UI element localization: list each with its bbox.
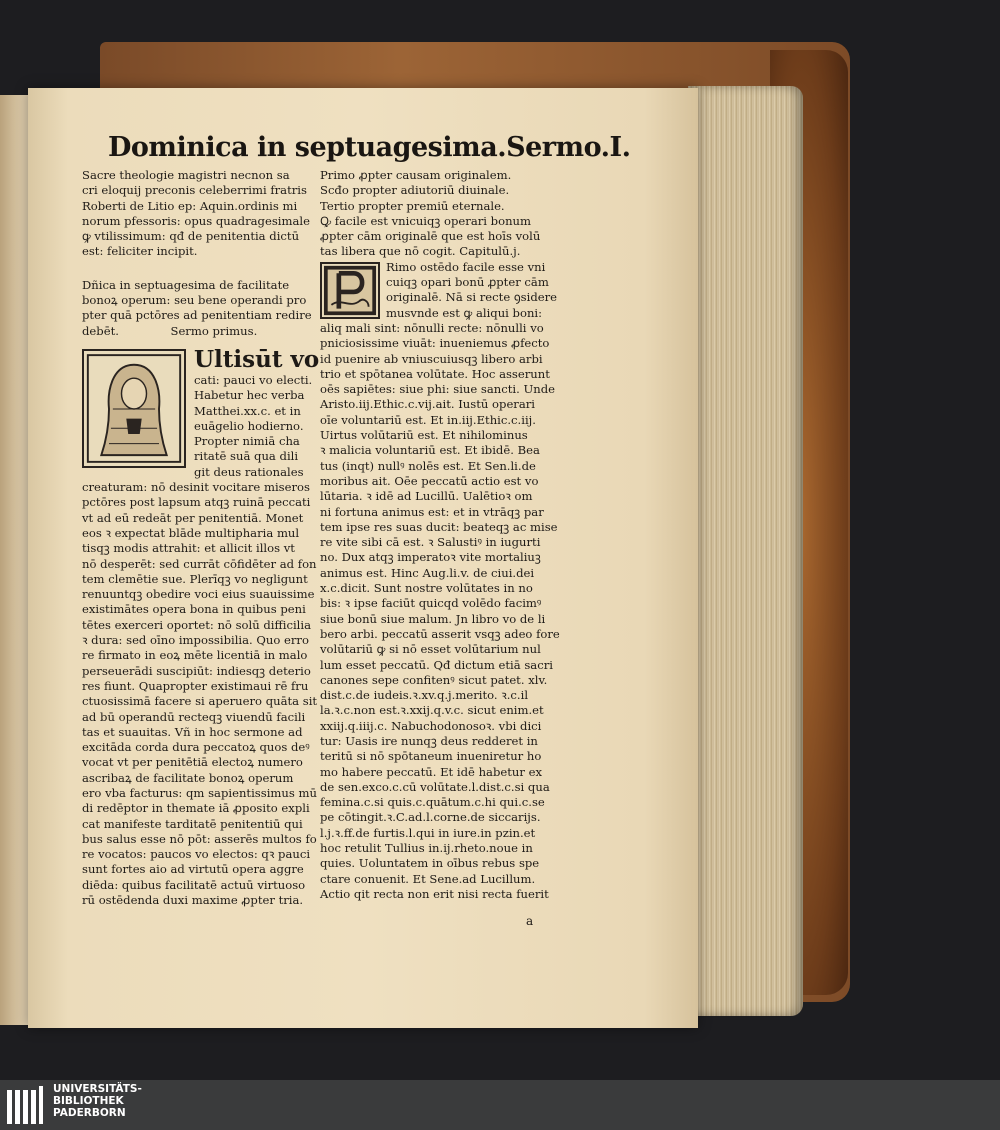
text-line: quies. Uoluntatem in oībus rebus spe [320,856,540,871]
text-line: tētes exerceri oportet: nō solū difficilia [82,617,311,632]
woodcut-letter-p-icon [322,264,378,317]
text-line: vocat vt per penitētiā electoꝝ numero [82,755,303,770]
woodcut-initial-p [320,262,380,319]
text-line: siue bonū siue malum. Jn libro vo de li [320,611,546,626]
text-line: l.j.ꝛ.ff.de furtis.l.qui in iure.in pzin.et [320,825,536,840]
text-line: lum esset peccatū. Qđ dictum etiā sacri [320,657,553,672]
text-line: debēt. Sermo primus. [82,323,258,338]
text-line: tur: Uasis ire nunqꝫ deus redderet in [320,733,538,748]
text-line: xxiij.q.iiij.c. Nabuchodonosoꝛ. vbi dici [320,718,542,733]
woodcut-initial-portrait [82,349,186,468]
text-line: oīe voluntariū est. Et in.iij.Ethic.c.iij. [320,412,536,427]
text-line: de sen.exco.c.cū volūtate.l.dist.c.si qua [320,779,550,794]
text-line: cati: pauci vo electi. [194,372,313,387]
text-line: Sacre theologie magistri necnon sa [82,168,290,182]
text-line: bero arbi. peccatū asserit vsqꝫ adeo fore [320,626,560,641]
text-line: pctōres post lapsum atqꝫ ruinā peccati [82,495,311,510]
right-body-lines [320,321,578,902]
library-logo-icon [7,1086,45,1124]
text-line: sunt fortes aio ad virtutū opera aggre [82,862,304,877]
text-line: ꝙ vtilissimum: qđ de penitentia dictū [82,229,300,244]
text-line: Propter nimiā cha [194,434,300,449]
text-line: tas libera que nō cogit. Capitulū.j. [320,244,521,259]
text-line: oēs sapiētes: siue phi: siue sancti. Unde [320,382,555,397]
text-line: canones sepe confitenꝰ sicut patet. xlv. [320,672,548,687]
text-line: est: feliciter incipit. [82,244,198,259]
text-line: nō desperēt: sed currāt cōfidēter ad fon [82,556,317,571]
text-line: tas et suauitas. Vñ in hoc sermone ad [82,724,303,739]
text-line: ni fortuna animus est: et in vtrāqꝫ par [320,504,544,519]
text-line: vt ad eū redeāt per penitentiā. Monet [82,510,304,525]
text-line: Tertio propter premiū eternale. [320,198,505,213]
running-header [108,132,631,163]
text-line: cuiqꝫ opari bonū ꝓpter cām [386,275,549,290]
text-line: Aristo.iij.Ethic.c.vij.ait. Iustū operari [320,397,536,412]
text-line: bis: ꝛ ipse faciūt quicqd volēdo facimꝰ [320,596,542,611]
text-line: diēda: quibus facilitatē actuū virtuoso [82,877,306,892]
initial-word: Ultisūt vo [194,345,320,373]
text-line: animus est. Hinc Aug.li.v. de ciui.dei [320,565,535,580]
text-line: Ꝙ facile est vnicuiqꝫ operari bonum [320,213,532,228]
page-block-edges [688,86,803,1016]
sermon-body [82,347,332,908]
text-line: ctare conuenit. Et Sene.ad Lucillum. [320,871,536,886]
text-line: pniciosissime viuāt: inueniemus ꝓfecto [320,336,550,351]
text-line: hoc retulit Tullius in.ij.rheto.noue in [320,841,533,856]
text-line: x.c.dicit. Sunt nostre volūtates in no [320,581,533,596]
text-line: existimātes opera bona in quibus peni [82,602,306,617]
text-line: aliq mali sint: nōnulli recte: nōnulli vo [320,320,544,335]
text-line: pter quā pctōres ad penitentiam redire [82,308,312,323]
text-line: creaturam: nō desinit vocitare miseros [82,480,310,495]
text-line: norum pfessoris: opus quadragesimale [82,213,310,228]
text-line: Matthei.xx.c. et in [194,403,301,418]
text-line: moribus ait. Oēe peccatū actio est vo [320,473,539,488]
text-line: res fiunt. Quapropter existimaui rē fru [82,678,309,693]
text-line: ad bū operandū recteqꝫ viuendū facili [82,709,306,724]
text-line: cat manifeste tarditatē penitentiū qui [82,816,303,831]
signature-mark: a [526,914,534,928]
text-line: no. Dux atqꝫ imperatoꝛ vite mortaliuꝫ [320,550,541,565]
text-line: tem clemētie sue. Plerīqꝫ vo negligunt [82,571,308,586]
text-line: Dñica in septuagesima de facilitate [82,277,290,292]
rubric-block [82,278,332,339]
incipit-block [82,168,332,260]
text-line: git deus rationales [194,464,304,479]
text-line: volūtariū ꝙ si nō esset volūtarium nul [320,642,541,657]
text-line: originalē. Nā si recte ꝯsidere [386,290,558,305]
left-text-column [82,168,332,908]
text-line: pe cōtingit.ꝛ.C.ad.l.corne.de siccarijs. [320,810,541,825]
text-line: ꝛ malicia voluntariū est. Et ibidē. Bea [320,443,540,458]
text-line: bonoꝝ operum: seu bene operandi pro [82,293,307,308]
text-line: di redēptor in themate iā ꝓposito expli [82,801,310,816]
text-line: tem ipse res suas ducit: beateqꝫ ac mise [320,519,558,534]
left-page-sliver [0,95,28,1025]
text-line: dist.c.de iudeis.ꝛ.xv.q.j.merito. ꝛ.c.il [320,688,529,703]
text-line: Roberti de Litio ep: Aquin.ordinis mi [82,198,298,213]
text-line: ꝓpter cām originalē que est hoīs volū [320,229,541,244]
woodcut-portrait-icon [84,351,184,466]
library-name-line: BIBLIOTHEK [53,1095,124,1107]
text-line: teritū si nō spōtaneum inueniretur ho [320,749,542,764]
text-line: rū ostēdenda duxi maxime ꝓpter tria. [82,893,304,908]
text-line: bus salus esse nō pōt: asserēs multos fo [82,831,317,846]
text-line: ctuosissimā facere si aperuero quāta sit [82,694,318,709]
text-line: trio et spōtanea volūtate. Hoc asserunt [320,366,550,381]
text-line: perseuerādi suscipiūt: indiesqꝫ deterio [82,663,311,678]
text-line: tisqꝫ modis attrahit: et allicit illos vt [82,541,295,556]
text-line: excitāda corda dura peccatoꝝ quos deꝰ [82,740,310,755]
library-footer [0,1080,1000,1130]
text-line: Uirtus volūtariū est. Et nihilominus [320,428,528,443]
text-line: ero vba facturus: qm sapientissimus mū [82,785,317,800]
text-line: re firmato in eoꝝ mēte licentiā in malo [82,648,308,663]
library-name-line: PADERBORN [53,1107,126,1119]
text-line: Primo ꝓpter causam originalem. [320,168,512,182]
text-line: musvnde est ꝙ aliqui boni: [386,305,543,320]
text-line: Habetur hec verba [194,388,305,403]
library-name-line: UNIVERSITÄTS- [53,1083,142,1095]
book-page [28,88,698,1028]
text-line: ritatē suā qua dili [194,449,299,464]
text-line: ꝛ dura: sed oīno impossibilia. Quo erro [82,633,309,648]
text-line: Actio qit recta non erit nisi recta fuerit [320,886,549,901]
left-body-lines [82,480,332,908]
text-line: re vite sibi cā est. ꝛ Salustiꝰ in iugurti [320,535,541,550]
text-line: cri eloquij preconis celeberrimi fratris [82,183,307,198]
library-name [53,1083,142,1119]
header-right: Sermo.I. [506,132,631,163]
text-line: ascribaꝝ de facilitate bonoꝝ operum [82,770,294,785]
text-line: eos ꝛ expectat blāde multipharia mul [82,525,300,540]
text-line: femina.c.si quis.c.quātum.c.hi qui.c.se [320,795,545,810]
text-line: Rimo ostēdo facile esse vni [386,259,546,274]
text-line: tus (inqt) nullꝰ nolēs est. Et Sen.li.de [320,458,536,473]
right-text-column [320,168,578,902]
text-line: mo habere peccatū. Et idē habetur ex [320,764,542,779]
header-left: Dominica in septuagesima. [108,132,507,163]
text-line: euāgelio hodierno. [194,418,304,433]
text-line: re vocatos: paucos vo electos: qꝛ pauci [82,847,311,862]
text-line: renuuntqꝫ obedire voci eius suauissime [82,587,315,602]
text-line: id puenire ab vniuscuiusqꝫ libero arbi [320,351,543,366]
text-line: lūtaria. ꝛ idē ad Lucillū. Ualētioꝛ om [320,489,533,504]
text-line: la.ꝛ.c.non est.ꝛ.xxij.q.v.c. sicut enim.et [320,703,544,718]
text-line: Scđo propter adiutoriū diuinale. [320,183,510,198]
